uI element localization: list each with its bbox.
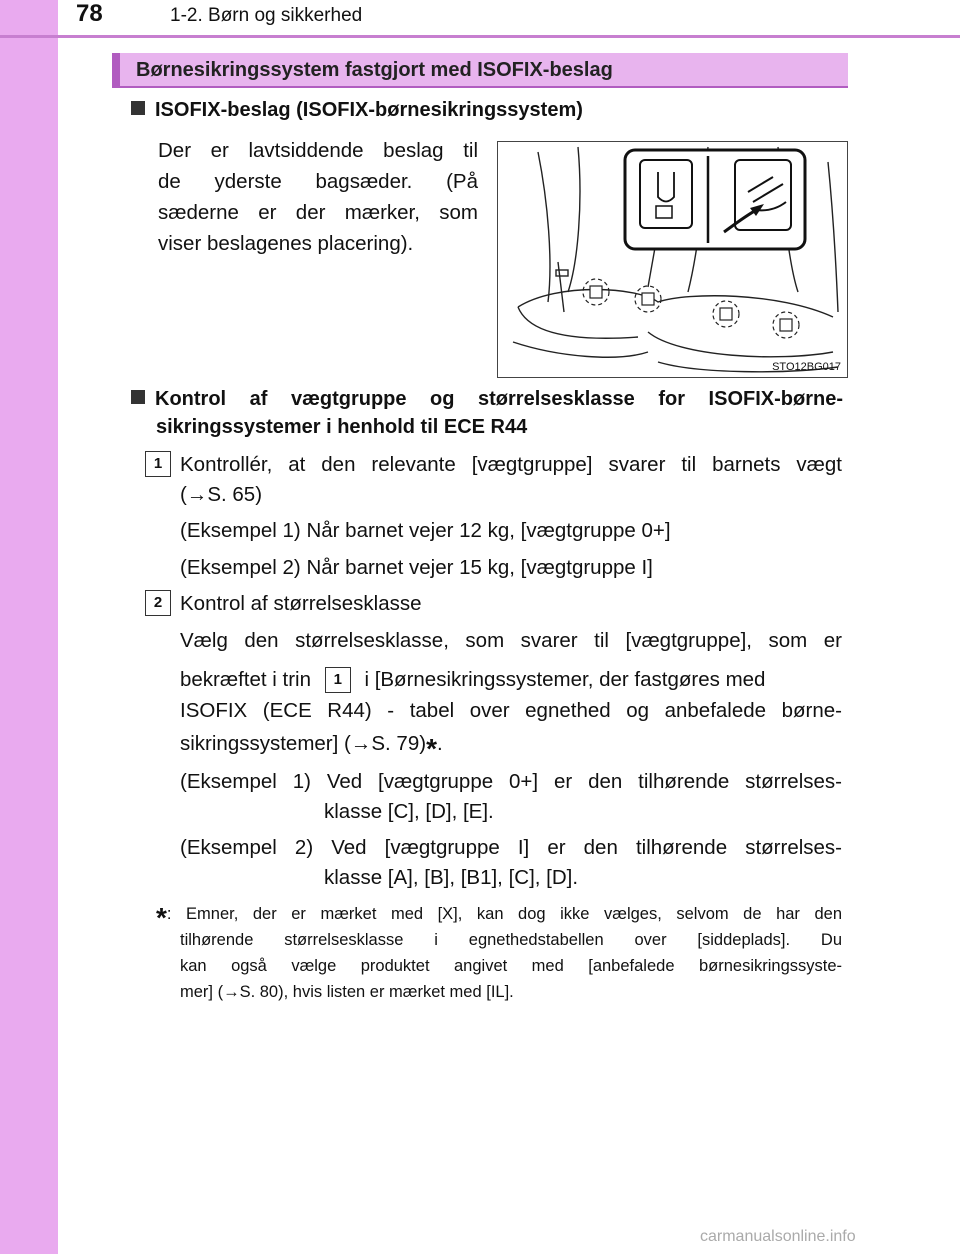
- step-2-title: Kontrol af størrelsesklasse: [180, 592, 422, 615]
- footnote: *: Emner, der er mærket med [X], kan dog ikke vælges, selvom de har den tilhørende størrelsesklasse i egnethedstabellen over [siddeplads]. Du kan også vælge produktet angivet med [anbefalede børnesikringssyste- mer] (→S. 80), hvis listen er mærket med [IL].: [156, 902, 842, 1001]
- step-2-text: Vælg den størrelsesklasse, som svarer til [vægtgruppe], som er: [180, 629, 842, 652]
- step-2-badge: 2: [145, 590, 171, 616]
- isofix-description: Der er lavtsiddende beslag til de yderste bagsæder. (På sæderne er der mærker, som viser beslagenes placering).: [158, 139, 478, 255]
- step-1-example-2: (Eksempel 2) Når barnet vejer 15 kg, [vægtgruppe I]: [180, 556, 653, 579]
- kontrol-heading: Kontrol af vægtgruppe og størrelsesklasse for ISOFIX-børne- sikringssystemer i henhold til ECE R44: [131, 385, 843, 441]
- step-1-example-1: (Eksempel 1) Når barnet vejer 12 kg, [vægtgruppe 0+]: [180, 519, 671, 542]
- footnote-asterisk: *: [156, 902, 167, 933]
- page-number: 78: [76, 0, 103, 27]
- step-2-example-1: (Eksempel 1) Ved [vægtgruppe 0+] er den tilhørende størrelses- klasse [C], [D], [E].: [180, 770, 842, 823]
- isofix-seat-illustration: [497, 141, 848, 378]
- isofix-heading: ISOFIX-beslag (ISOFIX-børnesikringssystem): [131, 96, 583, 125]
- asterisk-marker: *: [426, 733, 437, 764]
- step-1-badge: 1: [145, 451, 171, 477]
- side-tab: [0, 0, 58, 1254]
- watermark: carmanualsonline.info: [700, 1228, 856, 1245]
- rear-seat-drawing: [498, 142, 847, 377]
- figure-code: STO12BG017: [772, 361, 841, 373]
- step-2-text-line3: ISOFIX (ECE R44) - tabel over egnethed og anbefalede børne-: [180, 699, 842, 722]
- step-2-text-line2: bekræftet i trin 1 i [Børnesikringssystemer, der fastgøres med: [180, 668, 766, 691]
- header-rule: [0, 35, 960, 38]
- step-ref-badge: 1: [325, 667, 351, 693]
- step-2-text-line4: sikringssystemer] (→S. 79)*.: [180, 732, 443, 764]
- step-1-text: Kontrollér, at den relevante [vægtgruppe] svarer til barnets vægt (→S. 65): [180, 453, 842, 506]
- step-2-example-2: (Eksempel 2) Ved [vægtgruppe I] er den tilhørende størrelses- klasse [A], [B], [B1], [C], [D].: [180, 836, 842, 889]
- bullet-square-icon: [131, 390, 145, 404]
- chapter-title: 1-2. Børn og sikkerhed: [170, 5, 363, 26]
- section-title: Børnesikringssystem fastgjort med ISOFIX-beslag: [136, 59, 613, 81]
- bullet-square-icon: [131, 101, 145, 115]
- section-header: [112, 53, 848, 88]
